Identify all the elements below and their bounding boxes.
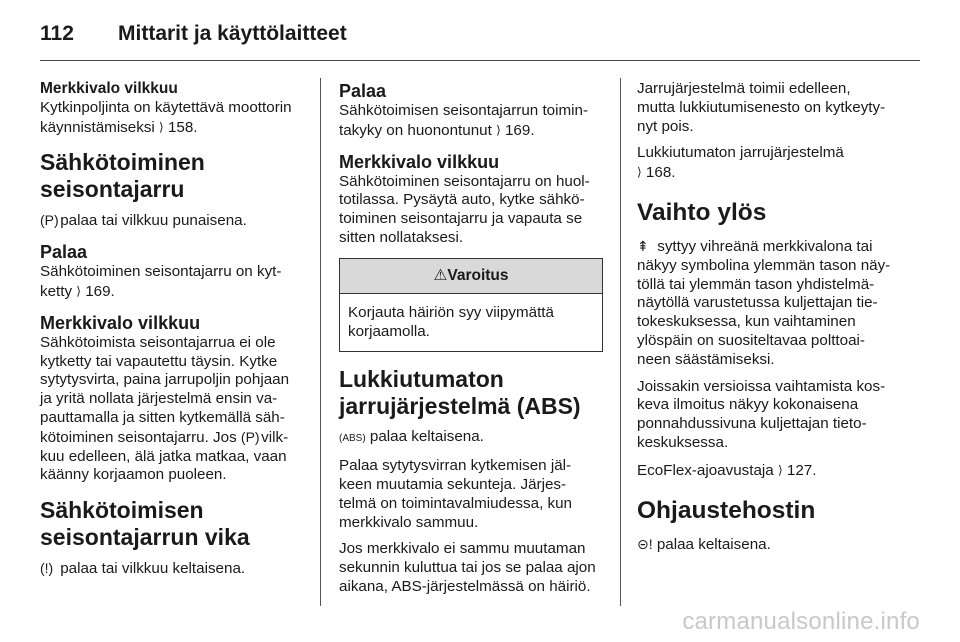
section-heading: Sähkötoimisen seisontajarrun vika [40,497,250,551]
section-heading: Vaihto ylös [637,198,767,226]
paragraph: ⊝! palaa keltaisena. [637,535,771,553]
paragraph: (!) palaa tai vilkkuu keltaisena. [40,560,246,578]
header-divider [40,60,920,61]
warning-icon: ⚠ [433,266,448,284]
section-heading: Sähkötoiminen seisontajarru [40,149,205,203]
column-right [637,80,903,564]
warning-header [340,259,602,294]
paragraph: ⇞ syttyy vihreänä merkkivalona tai näkyy symbolina ylemmän tason näy- töllä tai ylemmän tason yhdistelmä- näytöllä varustetussa kuljettajan tie- tokeskuksessa, kun vaihtaminen ylöspäin on suositeltavaa polttoai- neen säästämiseksi. [637,237,891,368]
warning-title: Varoitus [447,266,509,284]
page-ref-icon: ⟩ [76,283,81,298]
paragraph: (ABS) palaa keltaisena. [339,428,603,449]
paragraph: (P) palaa tai vilkkuu punaisena. [40,212,247,230]
parking-brake-warning-icon: (P) [240,428,260,445]
paragraph: Jarrujärjestelmä toimii edelleen, mutta lukkiutumisenesto on kytkeyty- nyt pois. [637,80,886,135]
subheading: Palaa [339,81,387,101]
column-divider [320,78,321,606]
abs-warning-icon: (ABS) [339,433,366,445]
page-number: 112 [40,22,74,45]
paragraph: Sähkötoimisen seisontajarrun toimin- takyky on huonontunut ⟩ 169. [339,102,589,139]
paragraph: Jos merkkivalo ei sammu muutaman sekunnin kuluttua tai jos se palaa ajon aikana, ABS-järjestelmässä on häiriö. [339,540,596,595]
subheading: Merkkivalo vilkkuu [40,80,178,97]
column-middle [339,80,603,607]
page-header [40,14,920,54]
paragraph: Joissakin versioissa vaihtamista kos- keva ilmoitus näkyy kokonaisena ponnahdussivuna kuljettajan tieto- keskuksessa. [637,377,886,451]
warning-text: Korjauta häiriön syy viipymättä korjaamolla. [348,303,554,340]
page-title: Mittarit ja käyttölaitteet [118,22,347,45]
page-reference: 169. [504,121,535,139]
shift-up-icon: ⇞ [637,237,649,254]
subheading: Palaa [40,242,88,263]
page-ref-icon: ⟩ [159,119,164,134]
column-divider [620,78,621,606]
warning-box [339,258,603,353]
page-ref-icon: ⟩ [496,122,501,137]
brake-fault-icon: (!) [40,560,54,577]
subheading: Merkkivalo vilkkuu [40,312,201,333]
paragraph: Kytkinpoljinta on käytettävä moottorin käynnistämiseksi ⟩ 158. [40,98,292,136]
page-reference: 168. [645,164,676,182]
power-steering-icon: ⊝! [637,535,653,552]
section-heading: Lukkiutumaton jarrujärjestelmä (ABS) [339,366,581,420]
paragraph: Lukkiutumaton jarrujärjestelmä ⟩ 168. [637,144,844,182]
page-ref-icon: ⟩ [777,462,783,477]
paragraph: Palaa sytytysvirran kytkemisen jäl- keen muutamia sekunteja. Järjes- telmä on toimintavalmiudessa, kun merkkivalo sammuu. [339,457,572,531]
page-reference: 127. [786,461,817,479]
paragraph: Sähkötoiminen seisontajarru on huol- totilassa. Pysäytä auto, kytke sähkö- toiminen seisontajarru ja vapauta se sitten nollataksesi. [339,172,590,246]
parking-brake-warning-icon: (P) [40,212,59,229]
subheading: Merkkivalo vilkkuu [339,151,500,172]
section-heading: Ohjaustehostin [637,496,816,524]
page-reference: 169. [85,282,115,300]
paragraph: Sähkötoiminen seisontajarru on kyt- ketty ⟩ 169. [40,263,282,300]
paragraph: EcoFlex-ajoavustaja ⟩ 127. [637,461,817,479]
page-ref-icon: ⟩ [637,165,642,180]
column-left [40,80,304,589]
page-reference: 158. [167,118,198,136]
paragraph: Sähkötoimista seisontajarrua ei ole kytketty tai vapautettu täysin. Kytke sytytysvirta, paina jarrupoljin pohjaan ja yritä nollata järjestelmä ensin va- pauttamalla ja sitten kytkemällä säh- kötoiminen seisontajarru. Jos (P) vilk- kuu edelleen, älä jatka matkaa, vaan käänny korjaamon puoleen. [40,333,290,484]
watermark: carmanualsonline.info [682,608,920,635]
